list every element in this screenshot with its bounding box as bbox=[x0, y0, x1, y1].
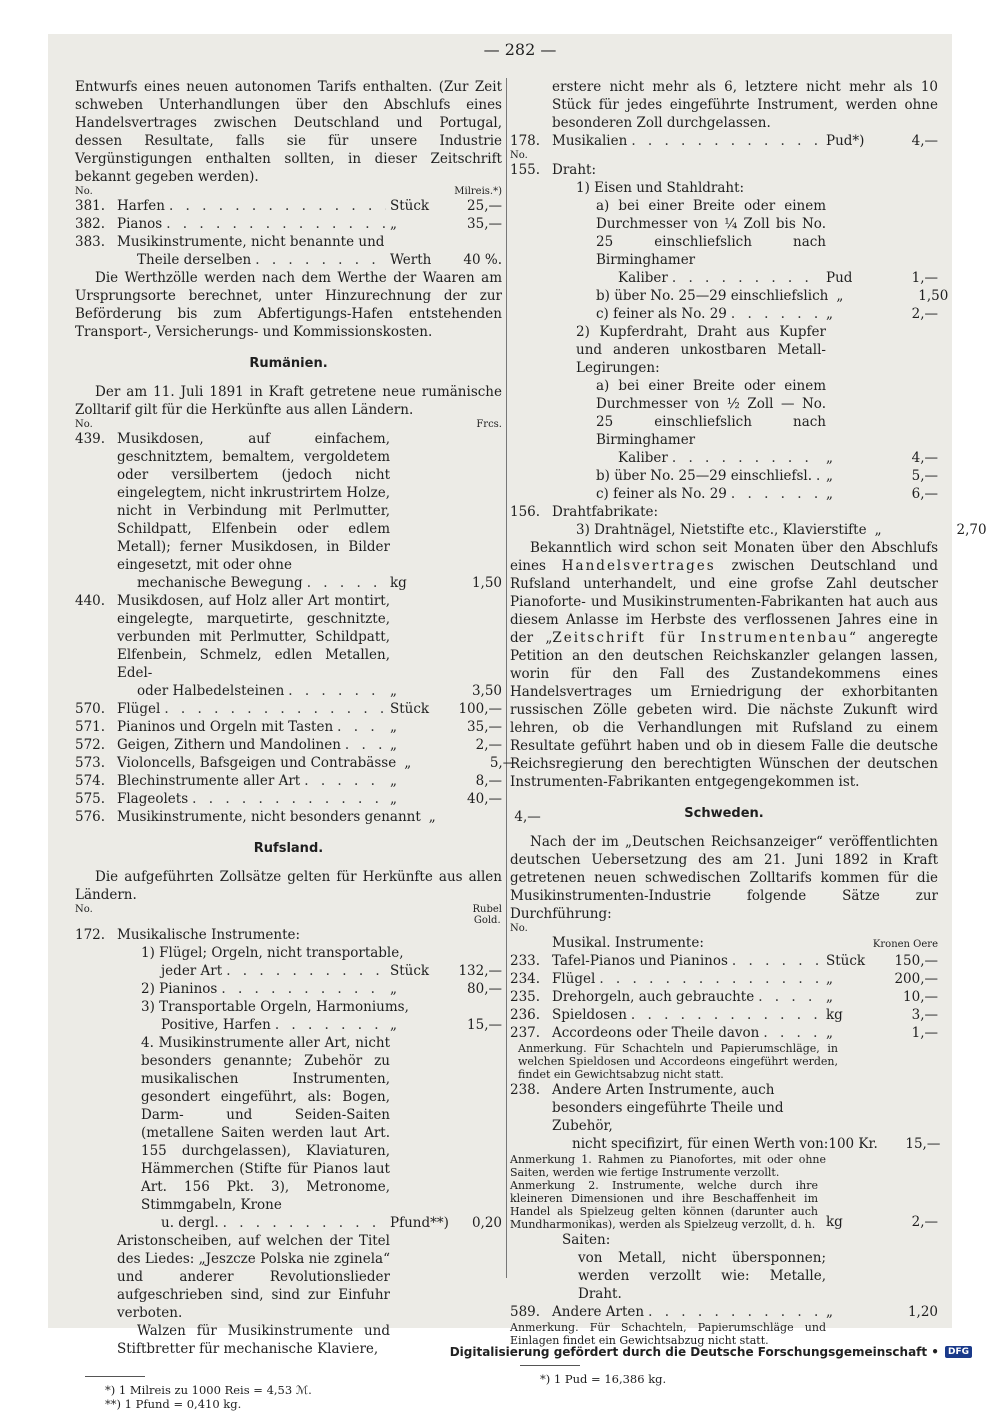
tariff-row-440: 440. Musikdosen, auf Holz aller Art montirt, eingelegte, marquetirte, geschnitzte, verbunden mit Perlmutter, Schildpatt, Elfenbein, Schmelz, edlen Metallen, Edel- bbox=[75, 593, 390, 681]
footnote-rule bbox=[85, 1376, 145, 1377]
aristons-note: Aristonscheiben, auf welchen der Titel des Liedes: „Jeszcze Polska nie zginela“ und anderer Revolutionslieder aufgeschrieben sind, sind zur Einfuhr verboten. bbox=[117, 1233, 390, 1321]
column-header: No. Frcs. bbox=[75, 419, 502, 430]
tariff-row-172-1: 1) Flügel; Orgeln, nicht transportable, bbox=[141, 945, 404, 961]
tariff-row: 570. Flügel . . . Stück 100,— bbox=[75, 700, 502, 718]
tariff-row-383: 383. Musikinstrumente, nicht benannte und bbox=[75, 234, 385, 250]
tariff-row-439-cont: mechanische Bewegung . . . kg 1,50 bbox=[75, 574, 502, 592]
tariff-row-172-3-cont: Positive, Harfen . . . „ 15,— bbox=[75, 1016, 502, 1034]
footnote-pfund: **) 1 Pfund = 0,410 kg. bbox=[105, 1397, 242, 1411]
tariff-row-155-2b: b) über No. 25—29 einschliefsl. . . . „ 5,— bbox=[510, 467, 938, 485]
tariff-row: 381. Harfen . . . Stück 25,— bbox=[75, 197, 502, 215]
tariff-row-178: 178. Musikalien . . . Pud*) 4,— bbox=[510, 132, 938, 150]
column-divider bbox=[506, 78, 507, 1278]
saiten-text: von Metall, nicht übersponnen; werden verzollt wie: Metalle, Draht. bbox=[578, 1250, 826, 1302]
tariff-row: 382. Pianos . . . „ 35,— bbox=[75, 215, 502, 233]
tariff-row: 575. Flageolets . . . „ 40,— bbox=[75, 790, 502, 808]
tariff-row-172: 172. Musikalische Instrumente: bbox=[75, 927, 301, 943]
tariff-row-172-1-cont: jeder Art . . . Stück 132,— bbox=[75, 962, 502, 980]
tariff-row-439: 439. Musikdosen, auf einfachem, geschnitztem, bemaltem, vergoldetem oder versilbertem (jedoch nicht eingelegtem, nicht inkrustrirtem Holze, nicht in Verbindung mit Perlmutter, Schildpatt, Elfenbein oder edlem Metall); ferner Musikdosen, in Bilder eingesetzt, mit oder ohne bbox=[75, 431, 390, 573]
note-237: Anmerkung. Für Schachteln und Papierumschläge, in welchen Spieldosen und Accordeons eingeführt werden, findet ein Gewichtsabzug nicht statt. bbox=[518, 1042, 838, 1081]
tariff-row-155-1b: b) über No. 25—29 einschliefslich „ 1,50 bbox=[596, 288, 949, 304]
saiten-label: Saiten: bbox=[562, 1232, 611, 1248]
tariff-row: 571. Pianinos und Orgeln mit Tasten . . . „ 35,— bbox=[75, 718, 502, 736]
portugal-intro: Entwurfs eines neuen autonomen Tarifs enthalten. (Zur Zeit schweben Unterhandlungen über den Abschlufs eines Handelsvertrages zwischen Deutschland und Portugal, dessen Resultate, falls sie für unsere Industrie Vergünstigungen enthalten sollten, in dieser Zeitschrift bekannt gegeben werden). bbox=[75, 79, 502, 185]
russia-intro: Die aufgeführten Zollsätze gelten für Herkünfte aus allen Ländern. bbox=[75, 869, 502, 903]
section-heading-rumaenien: Rumänien. bbox=[249, 356, 328, 371]
tariff-row-172-2: 2) Pianinos . . . „ 80,— bbox=[75, 980, 502, 998]
note-238-1: Anmerkung 1. Rahmen zu Pianofortes, mit oder ohne Saiten, werden wie fertige Instrumente verzollt. bbox=[510, 1153, 826, 1179]
sweden-subheader: Musikal. Instrumente: Kronen Oere bbox=[552, 935, 938, 951]
portugal-tariff-list bbox=[75, 197, 502, 233]
tariff-row-238-cont: nicht specifizirt, für einen Werth von: 100 Kr. 15,— bbox=[572, 1136, 941, 1152]
tariff-row-155-2a: a) bei einer Breite oder einem Durchmesser von ½ Zoll — No. 25 einschliefslich nach Birminghamer bbox=[596, 378, 826, 448]
tariff-row-155-1a: a) bei einer Breite oder einem Durchmesser von ¼ Zoll bis No. 25 einschliefslich nach Birminghamer bbox=[596, 198, 826, 268]
sweden-tariff-list bbox=[510, 952, 938, 1042]
tariff-row-383-cont: Theile derselben . . . Werth 40 %. bbox=[75, 251, 502, 269]
tariff-row-238: 238. Andere Arten Instrumente, auch besonders eingeführte Theile und Zubehör, bbox=[510, 1082, 784, 1134]
footnote-rule bbox=[520, 1365, 580, 1366]
tariff-row: 234. Flügel . . . „ 200,— bbox=[510, 970, 938, 988]
left-column bbox=[75, 78, 541, 1411]
tariff-row: 574. Blechinstrumente aller Art . . . „ 8,— bbox=[75, 772, 502, 790]
tariff-row: 576. Musikinstrumente, nicht besonders genannt „ 4,— bbox=[75, 809, 541, 825]
tariff-row-155-1: 1) Eisen und Stahldraht: bbox=[576, 180, 745, 196]
section-heading-schweden: Schweden. bbox=[684, 806, 764, 821]
tariff-row: 235. Drehorgeln, auch gebrauchte . . . „ 10,— bbox=[510, 988, 938, 1006]
tariff-row-156: 156. Drahtfabrikate: bbox=[510, 504, 659, 520]
tariff-row-589: 589. Andere Arten . . . „ 1,20 bbox=[510, 1303, 938, 1321]
trade-treaty-paragraph: Bekanntlich wird schon seit Monaten über den Abschlufs eines Handelsvertrages zwischen Deutschland und Rufsland unterhandelt, und eine grofse Zahl deutscher Pianoforte- und Musikinstrumenten-Fabrikanten hat auch aus diesem Anlasse im Herbste des verflossenen Jahres eine in der „Zeitschrift für Instrumentenbau“ angeregte Petition an den deutschen Reichskanzler gelangen lassen, worin für den Fall des Zustandekommens eines Handelsvertrages um Erniedrigung der exhorbitanten russischen Zölle gebeten wird. Die nächste Zukunft wird lehren, ob die Verhandlungen mit Rufsland zu einem Resultate geführt haben und ob in diesem Falle die deutsche Reichsregierung den berechtigten Wünschen der deutschen Instrumenten-Fabrikanten entgegengekommen ist. bbox=[510, 540, 938, 790]
tariff-row: 572. Geigen, Zithern und Mandolinen . . . „ 2,— bbox=[75, 736, 502, 754]
tariff-row: 237. Accordeons oder Theile davon . . . „ 1,— bbox=[510, 1024, 938, 1042]
russia-continued: erstere nicht mehr als 6, letztere nicht mehr als 10 Stück für jedes eingeführte Instrument, werden ohne besonderen Zoll durchgelassen. bbox=[552, 79, 938, 131]
romania-intro: Der am 11. Juli 1891 in Kraft getretene neue rumänische Zolltarif gilt für die Herkünfte aus allen Ländern. bbox=[75, 384, 502, 418]
tariff-row-155-1c: c) feiner als No. 29 . . . „ 2,— bbox=[510, 305, 938, 323]
section-heading-russland: Rufsland. bbox=[253, 841, 324, 856]
column-header: No. Milreis.*) bbox=[75, 186, 502, 197]
romania-tariff-list bbox=[75, 700, 541, 826]
tariff-row-155-2c: c) feiner als No. 29 . . . „ 6,— bbox=[510, 485, 938, 503]
page-number: — 282 — bbox=[483, 40, 557, 59]
tariff-row: 233. Tafel-Pianos und Pianinos . . . Stück 150,— bbox=[510, 952, 938, 970]
tariff-row-172-4: 4. Musikinstrumente aller Art, nicht besonders genannte; Zubehör zu musikalischen Instrumenten, gesondert eingeführt, als: Bogen, Darm- und Seiden-Saiten (metallene Saiten werden laut Art. 155 durchgelassen), Klaviaturen, Hämmerchen (Stifte für Pianos laut Art. 156 Pkt. 3), Metronome, Stimmgabeln, Krone bbox=[141, 1035, 390, 1213]
dfg-credit: Digitalisierung gefördert durch die Deutsche Forschungsgemeinschaft • DFG bbox=[450, 1345, 972, 1359]
portugal-note: Die Werthzölle werden nach dem Werthe der Waaren am Ursprungsorte berechnet, unter Hinzurechnung der zur Beförderung bis zum Abfertigungs-Hafen entstehenden Transport-, Versicherungs- und Kommissionskosten. bbox=[75, 270, 502, 340]
tariff-row-172-3: 3) Transportable Orgeln, Harmoniums, bbox=[141, 999, 409, 1015]
footnote-pud: *) 1 Pud = 16,386 kg. bbox=[540, 1372, 667, 1386]
tariff-row-155-1a-cont: Kaliber . . . Pud 1,— bbox=[510, 269, 938, 287]
column-header: No. Rubel Gold. bbox=[75, 904, 502, 926]
tariff-row-155: 155. Draht: bbox=[510, 162, 596, 178]
tariff-row: 573. Violoncells, Bafsgeigen und Contrabässe „ 5,— bbox=[75, 755, 517, 771]
tariff-row-155-2a-cont: Kaliber . . . „ 4,— bbox=[510, 449, 938, 467]
tariff-row-440-cont: oder Halbedelsteinen . . . „ 3,50 bbox=[75, 682, 502, 700]
note-238-2: Anmerkung 2. Instrumente, welche durch ihre kleineren Dimensionen und ihre Beschaffenheit im Handel als Spielzeug gelten können (darunter auch Mundharmonikas), werden als Spielzeug verzollt, d. h. kg 2,— bbox=[510, 1179, 938, 1231]
column-header: No. bbox=[510, 150, 528, 161]
tariff-row: 236. Spieldosen . . . kg 3,— bbox=[510, 1006, 938, 1024]
sweden-intro: Nach der im „Deutschen Reichsanzeiger“ veröffentlichten deutschen Uebersetzung des am 21. Juni 1892 in Kraft getretenen neuen schwedischen Zolltarifs kommen für die Musikinstrumenten-Industrie folgende Sätze zur Durchführung: bbox=[510, 834, 938, 922]
dfg-logo-icon: DFG bbox=[945, 1346, 972, 1358]
tariff-row-156-3: 3) Drahtnägel, Nietstifte etc., Klavierstifte „ 2,70 bbox=[576, 522, 987, 538]
tariff-row-155-2: 2) Kupferdraht, Draht aus Kupfer und anderen unkostbaren Metall-Legirungen: bbox=[576, 324, 826, 376]
note-589: Anmerkung. Für Schachteln, Papierumschläge und Einlagen findet ein Gewichtsabzug nicht statt. bbox=[510, 1321, 826, 1347]
footnote-milreis: *) 1 Milreis zu 1000 Reis = 4,53 ℳ. bbox=[105, 1383, 312, 1397]
walzen-note: Walzen für Musikinstrumente und Stiftbretter für mechanische Klaviere, bbox=[117, 1323, 390, 1357]
tariff-row-172-4-cont: u. dergl. . . . Pfund**) 0,20 bbox=[75, 1214, 502, 1232]
column-header: No. bbox=[510, 923, 528, 934]
